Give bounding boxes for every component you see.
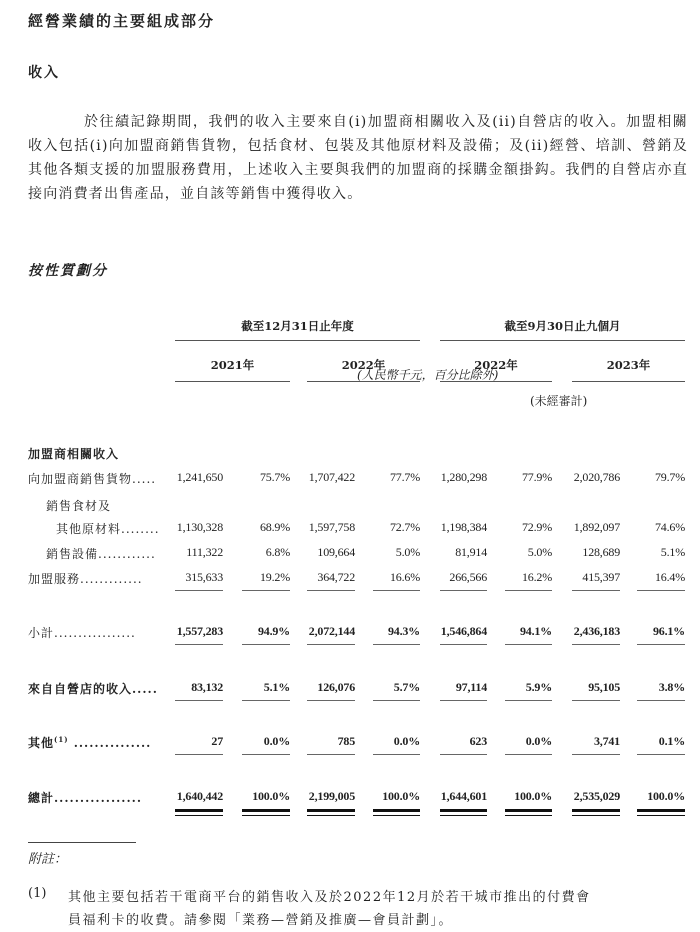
underline: [505, 644, 552, 645]
percent-cell: 0.0%: [525, 734, 552, 748]
percent-cell: 72.9%: [522, 520, 552, 534]
underline: [440, 815, 487, 816]
underline: [440, 754, 487, 755]
amount-cell: 1,644,601: [440, 789, 487, 803]
underline: [242, 700, 290, 701]
percent-cell: 5.1%: [660, 545, 685, 559]
amount-cell: 1,198,384: [440, 520, 487, 534]
percent-cell: 77.9%: [522, 470, 552, 484]
percent-cell: 100.0%: [647, 789, 685, 803]
percent-cell: 5.0%: [395, 545, 420, 559]
row-label: 其他$^{(1)}$ ...............: [28, 735, 152, 750]
section-heading: 收入: [28, 65, 60, 81]
underline: [637, 815, 685, 816]
underline: [637, 590, 685, 591]
group-header-nine-months: 截至9月30日止九個月: [504, 319, 621, 333]
percent-cell: 16.2%: [522, 570, 552, 584]
footnote-divider: [28, 842, 136, 843]
notes-heading: 附註：: [28, 852, 68, 867]
underline: [572, 590, 620, 591]
underline: [373, 700, 420, 701]
row-label: 其他原材料........: [56, 522, 160, 536]
divider: [440, 340, 685, 341]
underline: [307, 590, 355, 591]
underline: [175, 590, 223, 591]
amount-cell: 1,546,864: [440, 624, 487, 638]
underline: [440, 700, 487, 701]
page-title: 經營業績的主要組成部分: [28, 12, 216, 30]
row-label: 銷售食材及: [46, 499, 112, 513]
amount-cell: 623: [469, 734, 487, 748]
underline: [373, 815, 420, 816]
amount-cell: 83,132: [191, 680, 223, 694]
underline: [505, 590, 552, 591]
divider: [175, 381, 290, 382]
amount-cell: 1,892,097: [573, 520, 620, 534]
underline: [440, 590, 487, 591]
underline: [373, 644, 420, 645]
amount-cell: 1,597,758: [308, 520, 355, 534]
year-header: 2021年: [210, 358, 255, 372]
underline: [307, 809, 355, 812]
amount-cell: 27: [211, 734, 223, 748]
subsection-heading: 按性質劃分: [28, 263, 108, 279]
note-line: 員福利卡的收費。請參閱「業務—營銷及推廣—會員計劃」。: [68, 913, 454, 928]
underline: [572, 754, 620, 755]
amount-cell: 1,241,650: [176, 470, 223, 484]
amount-cell: 111,322: [186, 545, 223, 559]
percent-cell: 0.0%: [263, 734, 290, 748]
percent-cell: 6.8%: [265, 545, 290, 559]
underline: [440, 644, 487, 645]
unit-note: (人民幣千元，百分比除外): [357, 368, 499, 382]
percent-cell: 5.0%: [527, 545, 552, 559]
amount-cell: 1,640,442: [176, 789, 223, 803]
percent-cell: 19.2%: [260, 570, 290, 584]
percent-cell: 0.0%: [393, 734, 420, 748]
underline: [373, 590, 420, 591]
underline: [505, 700, 552, 701]
percent-cell: 16.4%: [655, 570, 685, 584]
percent-cell: 68.9%: [260, 520, 290, 534]
amount-cell: 109,664: [317, 545, 355, 559]
year-header: 2022年: [474, 358, 518, 372]
underline: [373, 754, 420, 755]
row-label: 來自自營店的收入.....: [28, 682, 158, 696]
row-label: 小計.................: [28, 626, 136, 640]
amount-cell: 97,114: [455, 680, 487, 694]
amount-cell: 2,072,144: [308, 624, 355, 638]
underline: [307, 815, 355, 816]
percent-cell: 75.7%: [260, 470, 290, 484]
percent-cell: 94.9%: [257, 624, 290, 638]
underline: [505, 815, 552, 816]
underline: [572, 815, 620, 816]
underline: [440, 809, 487, 812]
percent-cell: 100.0%: [252, 789, 290, 803]
underline: [175, 754, 223, 755]
note-text: [68, 886, 591, 932]
percent-cell: 74.6%: [655, 520, 685, 534]
underline: [242, 590, 290, 591]
underline: [307, 754, 355, 755]
percent-cell: 79.7%: [655, 470, 685, 484]
underline: [175, 815, 223, 816]
amount-cell: 1,707,422: [308, 470, 355, 484]
row-label: 總計.................: [28, 791, 143, 805]
amount-cell: 785: [337, 734, 355, 748]
percent-cell: 72.7%: [390, 520, 420, 534]
amount-cell: 1,130,328: [176, 520, 223, 534]
percent-cell: 16.6%: [390, 570, 420, 584]
row-label: 銷售設備............: [46, 547, 156, 561]
amount-cell: 81,914: [455, 545, 487, 559]
amount-cell: 128,689: [582, 545, 620, 559]
percent-cell: 0.1%: [658, 734, 685, 748]
underline: [637, 754, 685, 755]
underline: [242, 815, 290, 816]
percent-cell: 5.9%: [525, 680, 552, 694]
underline: [373, 809, 420, 812]
divider: [175, 340, 420, 341]
amount-cell: 2,020,786: [573, 470, 620, 484]
percent-cell: 5.1%: [263, 680, 290, 694]
percent-cell: 5.7%: [393, 680, 420, 694]
amount-cell: 415,397: [582, 570, 620, 584]
group-header-annual: 截至12月31日止年度: [241, 319, 354, 333]
underline: [505, 809, 552, 812]
amount-cell: 364,722: [317, 570, 355, 584]
percent-cell: 100.0%: [382, 789, 420, 803]
percent-cell: 96.1%: [652, 624, 685, 638]
amount-cell: 1,557,283: [176, 624, 223, 638]
underline: [637, 644, 685, 645]
year-header: 2023年: [606, 358, 651, 372]
underline: [572, 809, 620, 812]
section-label: 加盟商相關收入: [28, 447, 120, 461]
percent-cell: 100.0%: [514, 789, 552, 803]
underline: [307, 700, 355, 701]
underline: [242, 754, 290, 755]
percent-cell: 94.3%: [387, 624, 420, 638]
amount-cell: 315,633: [185, 570, 223, 584]
underline: [242, 809, 290, 812]
underline: [175, 700, 223, 701]
amount-cell: 2,199,005: [308, 789, 355, 803]
percent-cell: 94.1%: [519, 624, 552, 638]
amount-cell: 2,436,183: [573, 624, 620, 638]
note-number: (1): [28, 886, 47, 901]
row-label: 加盟服務.............: [28, 572, 143, 586]
footnote-ref: (1): [54, 735, 69, 744]
amount-cell: 126,076: [317, 680, 355, 694]
underline: [175, 809, 223, 812]
underline: [637, 700, 685, 701]
underline: [505, 754, 552, 755]
underline: [572, 700, 620, 701]
amount-cell: 95,105: [588, 680, 620, 694]
amount-cell: 1,280,298: [440, 470, 487, 484]
amount-cell: 3,741: [593, 734, 620, 748]
percent-cell: 3.8%: [658, 680, 685, 694]
underline: [572, 644, 620, 645]
underline: [175, 644, 223, 645]
percent-cell: 77.7%: [390, 470, 420, 484]
row-label: 向加盟商銷售貨物.....: [28, 472, 157, 486]
amount-cell: 2,535,029: [573, 789, 620, 803]
underline: [242, 644, 290, 645]
amount-cell: 266,566: [449, 570, 487, 584]
underline: [637, 809, 685, 812]
divider: [572, 381, 685, 382]
unaudited-note: (未經審計): [530, 394, 588, 408]
year-header: 2022年: [341, 358, 386, 372]
underline: [307, 644, 355, 645]
note-line: 其他主要包括若干電商平台的銷售收入及於2022年12月於若干城市推出的付費會: [68, 890, 591, 905]
body-paragraph: 於往績記錄期間，我們的收入主要來自(i)加盟商相關收入及(ii)自營店的收入。加盟相關收入包括(i)向加盟商銷售貨物，包括食材、包裝及其他原材料及設備；及(ii)經營、培訓、營銷及其他各類支援的加盟服務費用，上述收入主要與我們的加盟商的採購金額掛鈎。我們的自營店亦直接向消費者出售產品，並自該等銷售中獲得收入。: [28, 114, 688, 202]
